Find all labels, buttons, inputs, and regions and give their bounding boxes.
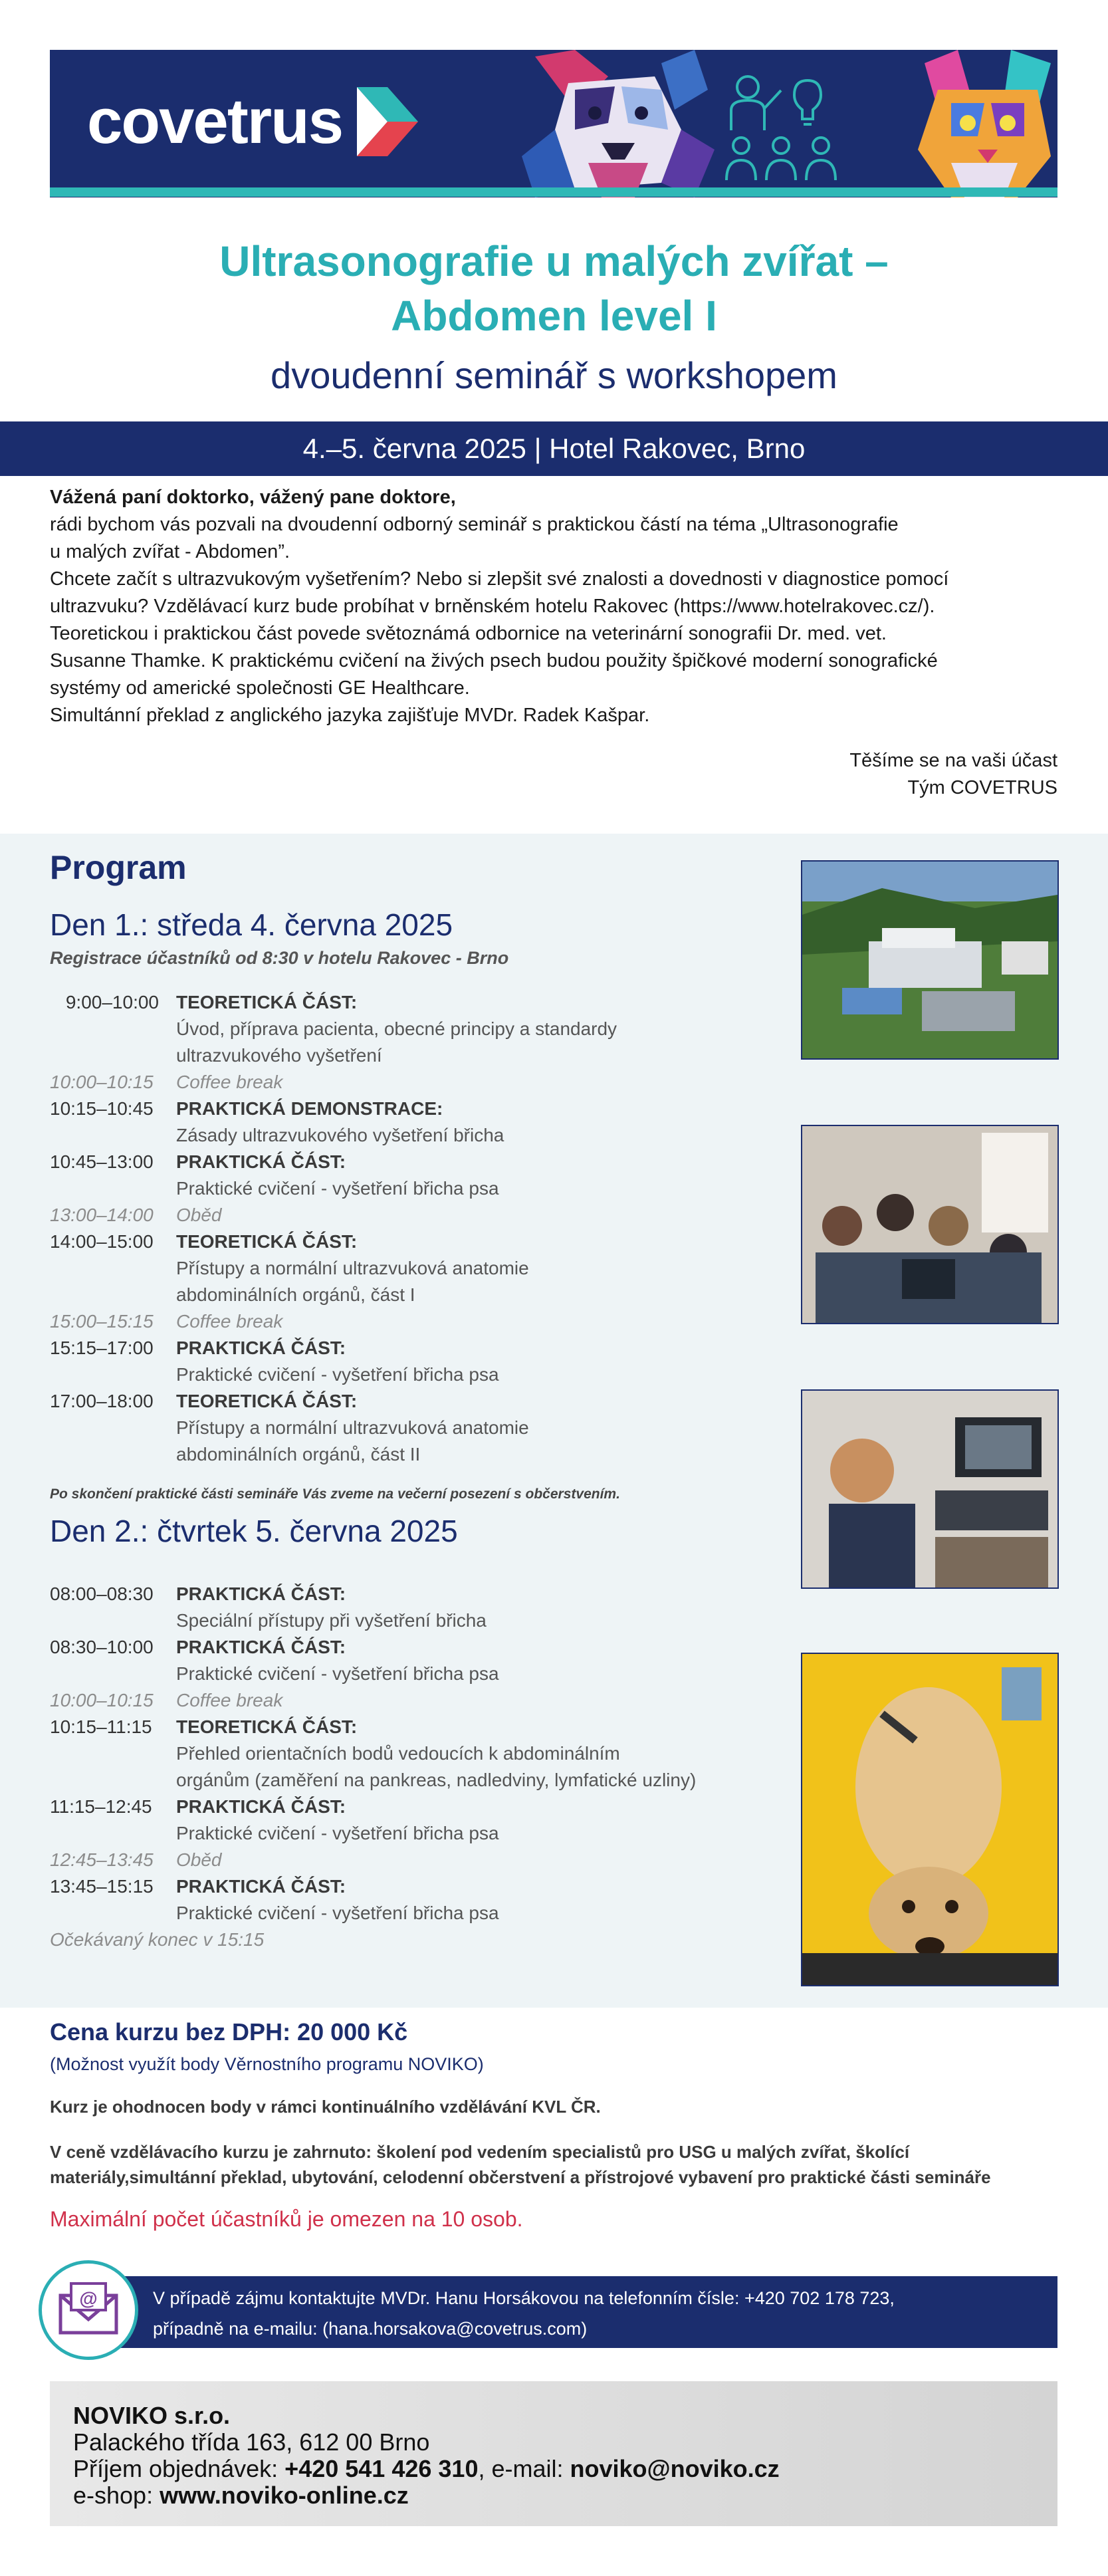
schedule-time: 15:00–15:15 (50, 1311, 154, 1332)
intro-line: rádi bychom vás pozvali na dvoudenní odborný seminář s praktickou částí na téma „Ultrasonografie (50, 514, 899, 535)
schedule-time: 13:00–14:00 (50, 1205, 154, 1225)
schedule-desc: Úvod, příprava pacienta, obecné principy a standardy (176, 1018, 617, 1039)
schedule-desc: Praktické cvičení - vyšetření břicha psa (176, 1903, 499, 1923)
included-line: materiály,simultánní překlad, ubytování, celodenní občerstvení a přístrojové vybavení pro praktické části semináře (50, 2167, 991, 2187)
schedule-time: 10:00–10:15 (50, 1072, 154, 1092)
schedule-time: 08:00–08:30 (50, 1583, 154, 1604)
schedule-desc: Praktické cvičení - vyšetření břicha psa (176, 1178, 499, 1199)
intro-line: ultrazvuku? Vzdělávací kurz bude probíhat v brněnském hotelu Rakovec (https://www.hotelrakovec.cz/). (50, 596, 935, 617)
schedule-type: TEORETICKÁ ČÁST: (176, 992, 358, 1012)
lecture-photo (801, 1125, 1059, 1324)
schedule-row (50, 1388, 768, 1468)
covetrus-logo (87, 82, 418, 162)
header-banner (50, 50, 1057, 197)
contact-line-2[interactable]: případně na e-mailu: (hana.horsakova@covetrus.com) (153, 2319, 588, 2339)
orders-label: Příjem objednávek: (73, 2455, 285, 2482)
schedule-time: 10:15–11:15 (50, 1716, 152, 1737)
orders-phone[interactable]: +420 541 426 310 (284, 2455, 479, 2482)
greeting: Vážená paní doktorko, vážený pane doktore, (50, 487, 456, 508)
day1-heading: Den 1.: středa 4. června 2025 (50, 907, 453, 942)
envelope-icon (42, 2264, 135, 2357)
people-idea-icon (715, 67, 847, 187)
logo-text: covetrus (87, 86, 343, 157)
schedule-desc: Praktické cvičení - vyšetření břicha psa (176, 1823, 499, 1843)
dog-ultrasound-photo (801, 1653, 1059, 1986)
footer-text (73, 2402, 780, 2509)
schedule-break-row (50, 1847, 768, 1873)
schedule-time: 08:30–10:00 (50, 1637, 154, 1657)
included-note (50, 2139, 1067, 2190)
schedule-desc: Speciální přístupy při vyšetření břicha (176, 1610, 487, 1631)
svg-text:@: @ (79, 2288, 98, 2309)
break-label: Coffee break (176, 1311, 283, 1332)
page-subtitle: dvoudenní seminář s workshopem (271, 354, 837, 396)
schedule-desc: Přístupy a normální ultrazvuková anatomie (176, 1258, 529, 1278)
contact-line-1: V případě zájmu kontaktujte MVDr. Hanu Horsákovou na telefonním čísle: +420 702 178 723, (153, 2288, 895, 2308)
schedule-break-row (50, 1202, 768, 1229)
schedule-desc: Praktické cvičení - vyšetření břicha psa (176, 1364, 499, 1385)
eshop-link[interactable]: www.noviko-online.cz (160, 2482, 409, 2509)
schedule-desc: ultrazvukového vyšetření (176, 1045, 382, 1066)
intro-line: systémy od americké společnosti GE Healthcare. (50, 677, 470, 699)
schedule-desc: Přehled orientačních bodů vedoucích k abdominálním (176, 1743, 620, 1764)
schedule-type: PRAKTICKÁ ČÁST: (176, 1338, 346, 1358)
evening-note: Po skončení praktické části semináře Vás zveme na večerní posezení s občerstvením. (50, 1486, 620, 1502)
hotel-photo (801, 860, 1059, 1060)
schedule-desc: Praktické cvičení - vyšetření břicha psa (176, 1663, 499, 1684)
intro-text (50, 484, 1057, 729)
schedule-desc: abdominálních orgánů, část I (176, 1284, 415, 1305)
workshop-photo (801, 1389, 1059, 1589)
schedule-break-row (50, 1308, 768, 1335)
schedule-row (50, 1096, 768, 1149)
company-address: Palackého třída 163, 612 00 Brno (73, 2428, 430, 2456)
schedule-time: 15:15–17:00 (50, 1338, 154, 1358)
schedule-time: 10:15–10:45 (50, 1098, 154, 1119)
schedule-desc: abdominálních orgánů, část II (176, 1444, 421, 1464)
intro-line: u malých zvířat - Abdomen”. (50, 541, 290, 562)
orders-email[interactable]: noviko@noviko.cz (570, 2455, 780, 2482)
schedule-desc: Zásady ultrazvukového vyšetření břicha (176, 1125, 504, 1145)
date-location-bar: 4.–5. června 2025 | Hotel Rakovec, Brno (0, 421, 1108, 476)
schedule-time: 11:15–12:45 (50, 1796, 152, 1817)
schedule-break-row (50, 1687, 768, 1714)
schedule-time: 14:00–15:00 (50, 1231, 154, 1252)
day1-schedule (50, 989, 768, 1468)
schedule-type: PRAKTICKÁ DEMONSTRACE: (176, 1098, 443, 1119)
schedule-type: PRAKTICKÁ ČÁST: (176, 1151, 346, 1172)
included-line: V ceně vzdělávacího kurzu je zahrnuto: školení pod vedením specialistů pro USG u malých zvířat, školící (50, 2142, 910, 2162)
email-icon (39, 2260, 138, 2360)
schedule-desc: orgánům (zaměření na pankreas, nadledviny, lymfatické uzliny) (176, 1770, 697, 1790)
schedule-row (50, 1634, 768, 1687)
program-heading: Program (50, 849, 187, 886)
intro-line: Chcete začít s ultrazvukovým vyšetřením? Nebo si zlepšit své znalosti a dovednosti v diagnostice pomocí (50, 568, 949, 590)
break-label: Coffee break (176, 1072, 283, 1092)
schedule-row (50, 989, 768, 1069)
schedule-time: 10:00–10:15 (50, 1690, 154, 1710)
schedule-type: TEORETICKÁ ČÁST: (176, 1391, 358, 1411)
schedule-time: 10:45–13:00 (50, 1151, 154, 1172)
title-line-2: Abdomen level I (391, 292, 717, 340)
price-heading: Cena kurzu bez DPH: 20 000 Kč (50, 2018, 408, 2046)
cat-illustration (911, 50, 1057, 197)
day2-schedule (50, 1581, 768, 1953)
day2-heading: Den 2.: čtvrtek 5. června 2025 (50, 1514, 458, 1548)
email-label: , e-mail: (478, 2455, 570, 2482)
schedule-break-row (50, 1069, 768, 1096)
kvl-note: Kurz je ohodnocen body v rámci kontinuálního vzdělávání KVL ČR. (50, 2097, 601, 2117)
registration-note: Registrace účastníků od 8:30 v hotelu Rakovec - Brno (50, 948, 509, 968)
schedule-time: 9:00–10:00 (65, 992, 159, 1012)
schedule-row (50, 1794, 768, 1847)
signature-line-1: Těšíme se na vaši účast (849, 750, 1057, 771)
expected-end: Očekávaný konec v 15:15 (50, 1929, 265, 1950)
schedule-row (50, 1873, 768, 1927)
title-line-1: Ultrasonografie u malých zvířat – (219, 237, 889, 285)
schedule-row (50, 1229, 768, 1308)
capacity-note: Maximální počet účastníků je omezen na 10 osob. (50, 2207, 523, 2231)
schedule-row (50, 1335, 768, 1388)
schedule-time: 12:45–13:45 (50, 1849, 154, 1870)
banner-stripe (50, 187, 1057, 197)
schedule-type: PRAKTICKÁ ČÁST: (176, 1583, 346, 1604)
dog-illustration (495, 50, 721, 197)
intro-line: Susanne Thamke. K praktickému cvičení na živých psech budou použity špičkové moderní sonografické (50, 650, 938, 671)
break-label: Oběd (176, 1205, 222, 1225)
break-label: Oběd (176, 1849, 222, 1870)
schedule-time: 17:00–18:00 (50, 1391, 154, 1411)
loyalty-note: (Možnost využít body Věrnostního programu NOVIKO) (50, 2054, 484, 2074)
schedule-row (50, 1149, 768, 1202)
schedule-desc: Přístupy a normální ultrazvuková anatomie (176, 1417, 529, 1438)
schedule-type: TEORETICKÁ ČÁST: (176, 1231, 358, 1252)
orders-line (73, 2456, 780, 2482)
signature (849, 747, 1057, 802)
schedule-type: PRAKTICKÁ ČÁST: (176, 1796, 346, 1817)
eshop-line (73, 2482, 780, 2509)
logo-mark-icon (357, 87, 418, 156)
signature-line-2: Tým COVETRUS (907, 777, 1057, 798)
schedule-type: TEORETICKÁ ČÁST: (176, 1716, 358, 1737)
schedule-row (50, 1714, 768, 1794)
schedule-row (50, 1581, 768, 1634)
schedule-type: PRAKTICKÁ ČÁST: (176, 1637, 346, 1657)
schedule-time: 13:45–15:15 (50, 1876, 154, 1897)
break-label: Coffee break (176, 1690, 283, 1710)
company-name: NOVIKO s.r.o. (73, 2402, 231, 2429)
intro-line: Simultánní překlad z anglického jazyka zajišťuje MVDr. Radek Kašpar. (50, 705, 650, 726)
schedule-type: PRAKTICKÁ ČÁST: (176, 1876, 346, 1897)
contact-text (153, 2283, 895, 2344)
eshop-label: e-shop: (73, 2482, 160, 2509)
page-title (0, 234, 1108, 343)
intro-line: Teoretickou i praktickou část povede světoznámá odbornice na veterinární sonografii Dr. med. vet. (50, 623, 887, 644)
